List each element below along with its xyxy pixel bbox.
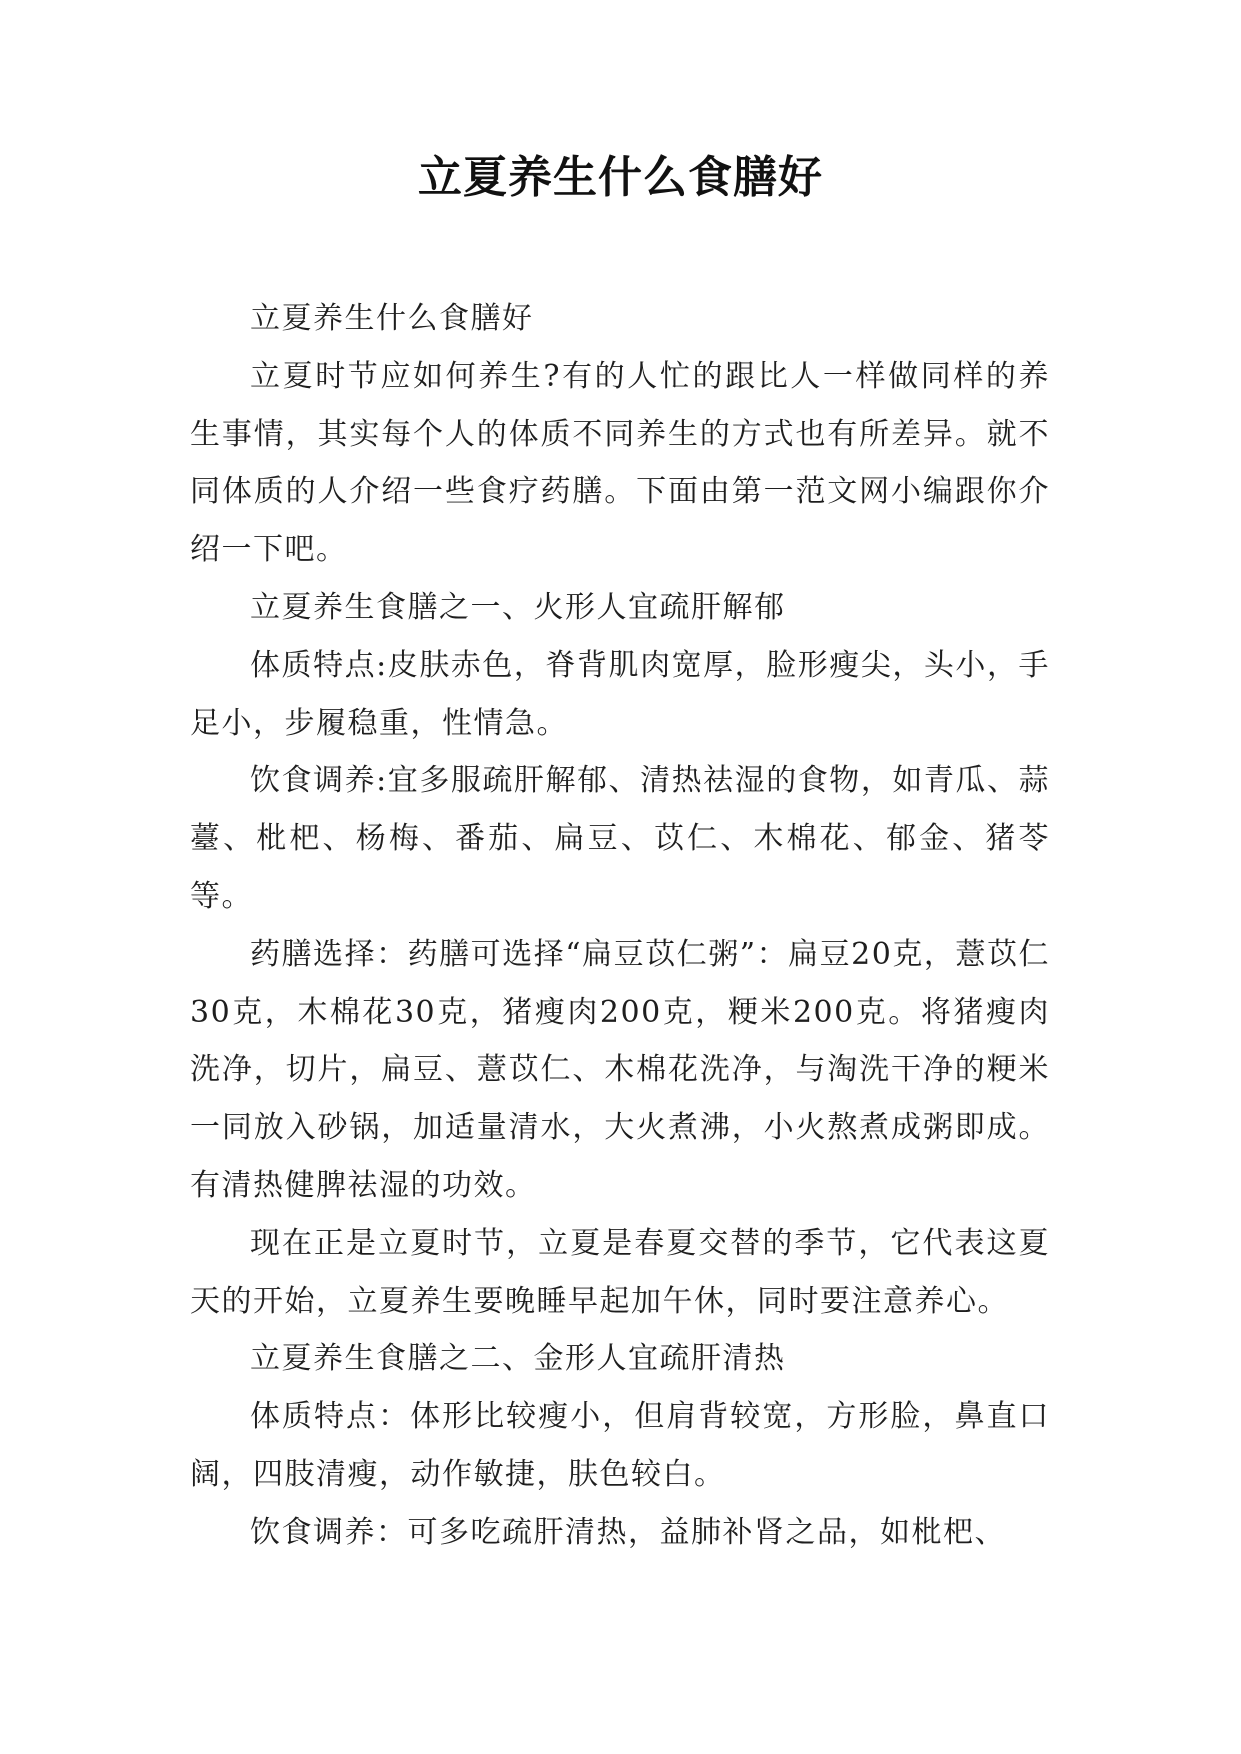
paragraph-constitution-1: 体质特点:皮肤赤色，脊背肌肉宽厚，脸形瘦尖，头小，手足小，步履稳重，性情急。 bbox=[190, 647, 1050, 741]
document-body bbox=[190, 290, 1050, 1562]
section-heading-1: 立夏养生食膳之一、火形人宜疏肝解郁 bbox=[250, 589, 786, 625]
document-title: 立夏养生什么食膳好 bbox=[418, 152, 823, 203]
section-heading-2: 立夏养生食膳之二、金形人宜疏肝清热 bbox=[250, 1341, 786, 1377]
paragraph-heading: 立夏养生什么食膳好 bbox=[250, 301, 534, 336]
paragraph-constitution-2: 体质特点：体形比较瘦小，但肩背较宽，方形脸，鼻直口阔，四肢清瘦，动作敏捷，肤色较白。 bbox=[190, 1399, 1050, 1492]
paragraph-recipe-1: 药膳选择：药膳可选择“扁豆苡仁粥”：扁豆20克，薏苡仁30克，木棉花30克，猪瘦肉200克，粳米200克。将猪瘦肉洗净，切片，扁豆、薏苡仁、木棉花洗净，与淘洗干净的粳米一同放入砂锅，加适量清水，大火煮沸，小火熬煮成粥即成。有清热健脾祛湿的功效。 bbox=[190, 936, 1050, 1203]
paragraph-season-note: 现在正是立夏时节，立夏是春夏交替的季节，它代表这夏天的开始，立夏养生要晚睡早起加午休，同时要注意养心。 bbox=[190, 1225, 1050, 1319]
paragraph-diet-2: 饮食调养：可多吃疏肝清热，益肺补肾之品，如枇杷、 bbox=[250, 1514, 1006, 1550]
paragraph-diet-1: 饮食调养:宜多服疏肝解郁、清热祛湿的食物，如青瓜、蒜薹、枇杷、杨梅、番茄、扁豆、苡仁、木棉花、郁金、猪苓等。 bbox=[190, 763, 1050, 914]
paragraph-intro: 立夏时节应如何养生?有的人忙的跟比人一样做同样的养生事情，其实每个人的体质不同养生的方式也有所差异。就不同体质的人介绍一些食疗药膳。下面由第一范文网小编跟你介绍一下吧。 bbox=[190, 358, 1050, 568]
